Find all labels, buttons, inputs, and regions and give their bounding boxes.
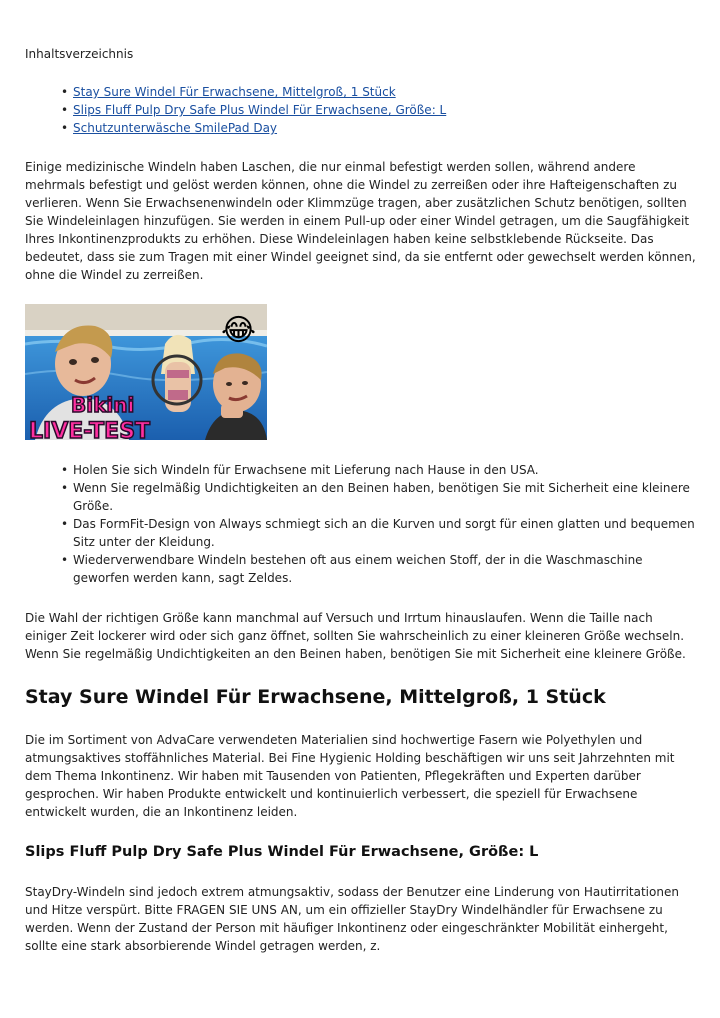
list-item: • Holen Sie sich Windeln für Erwachsene mit Lieferung nach Hause in den USA.	[61, 461, 697, 479]
section-slips-fluff-text: StayDry-Windeln sind jedoch extrem atmungsaktiv, sodass der Benutzer eine Linderung von Hautirritationen und Hitze verspürt. Bitte FRAGEN SIE UNS AN, um ein offizieller StayDry Windelhändler für Erwachsene zu werden. Wenn der Zustand der Person mit häufiger Inkontinenz oder eingeschränkter Mobilität einhergeht, sollte eine stark absorbierende Windel getragen werden, z.	[25, 885, 679, 953]
laughing-emoji-icon: 😂	[221, 313, 257, 348]
caption-live-test: LIVE-TEST	[29, 419, 151, 440]
section-heading-slips-fluff: Slips Fluff Pulp Dry Safe Plus Windel Für Erwachsene, Größe: L	[25, 844, 539, 860]
toc-link-stay-sure[interactable]: Stay Sure Windel Für Erwachsene, Mittelgroß, 1 Stück	[73, 85, 396, 99]
size-paragraph: Die Wahl der richtigen Größe kann manchmal auf Versuch und Irrtum hinauslaufen. Wenn die Taille nach einiger Zeit lockerer wird oder sich ganz öffnet, sollten Sie wahrscheinlich zu einer kleineren Größe wechseln. Wenn Sie regelmäßig Undichtigkeiten an den Beinen haben, benötigen Sie mit Sicherheit eine kleinere Größe.	[25, 611, 686, 661]
toc-list	[61, 83, 681, 137]
toc-item	[61, 101, 681, 119]
toc-link-smilepad[interactable]: Schutzunterwäsche SmilePad Day	[73, 121, 278, 135]
caption-bikini: Bikini	[71, 393, 135, 417]
toc-title: Inhaltsverzeichnis	[25, 47, 134, 61]
section-stay-sure-text: Die im Sortiment von AdvaCare verwendeten Materialien sind hochwertige Fasern wie Polyethylen und atmungsaktives stoffähnliches Material. Bei Fine Hygienic Holding beschäftigen wir uns seit Jahrzehnten mit dem Thema Inkontinenz. Wir haben mit Tausenden von Patienten, Pflegekräften und Experten darüber gesprochen. Wir haben Produkte entwickelt und kontinuierlich verbessert, die speziell für Erwachsene entwickelt wurden, die an Inkontinenz leiden.	[25, 733, 675, 819]
bullet-list	[61, 461, 697, 587]
toc-link-slips-fluff[interactable]: Slips Fluff Pulp Dry Safe Plus Windel Für Erwachsene, Größe: L	[73, 103, 447, 117]
section-heading-stay-sure: Stay Sure Windel Für Erwachsene, Mittelgroß, 1 Stück	[25, 686, 606, 708]
thumbnail-illustration	[25, 304, 267, 440]
toc-item	[61, 83, 681, 101]
intro-paragraph: Einige medizinische Windeln haben Laschen, die nur einmal befestigt werden sollen, während andere mehrmals befestigt und gelöst werden können, ohne die Windel zu zerreißen oder ihre Hafteigenschaften zu verlieren. Wenn Sie Erwachsenenwindeln oder Klimmzüge tragen, aber zusätzlichen Schutz benötigen, sollten Sie Windeleinlagen hinzufügen. Sie werden in einem Pull-up oder einer Windel getragen, um die Saugfähigkeit Ihres Inkontinenzprodukts zu erhöhen. Diese Windeleinlagen haben keine selbstklebende Rückseite. Das bedeutet, dass sie zum Tragen mit einer Windel geeignet sind, da sie entfernt oder gewechselt werden können, ohne die Windel zu zerreißen.	[25, 160, 696, 282]
list-item: • Wenn Sie regelmäßig Undichtigkeiten an den Beinen haben, benötigen Sie mit Sicherheit eine kleinere Größe.	[61, 479, 697, 515]
thumbnail-image	[25, 304, 267, 440]
toc-item	[61, 119, 681, 137]
list-item: • Das FormFit-Design von Always schmiegt sich an die Kurven und sorgt für einen glatten und bequemen Sitz unter der Kleidung.	[61, 515, 697, 551]
list-item: • Wiederverwendbare Windeln bestehen oft aus einem weichen Stoff, der in die Waschmaschine geworfen werden kann, sagt Zeldes.	[61, 551, 697, 587]
